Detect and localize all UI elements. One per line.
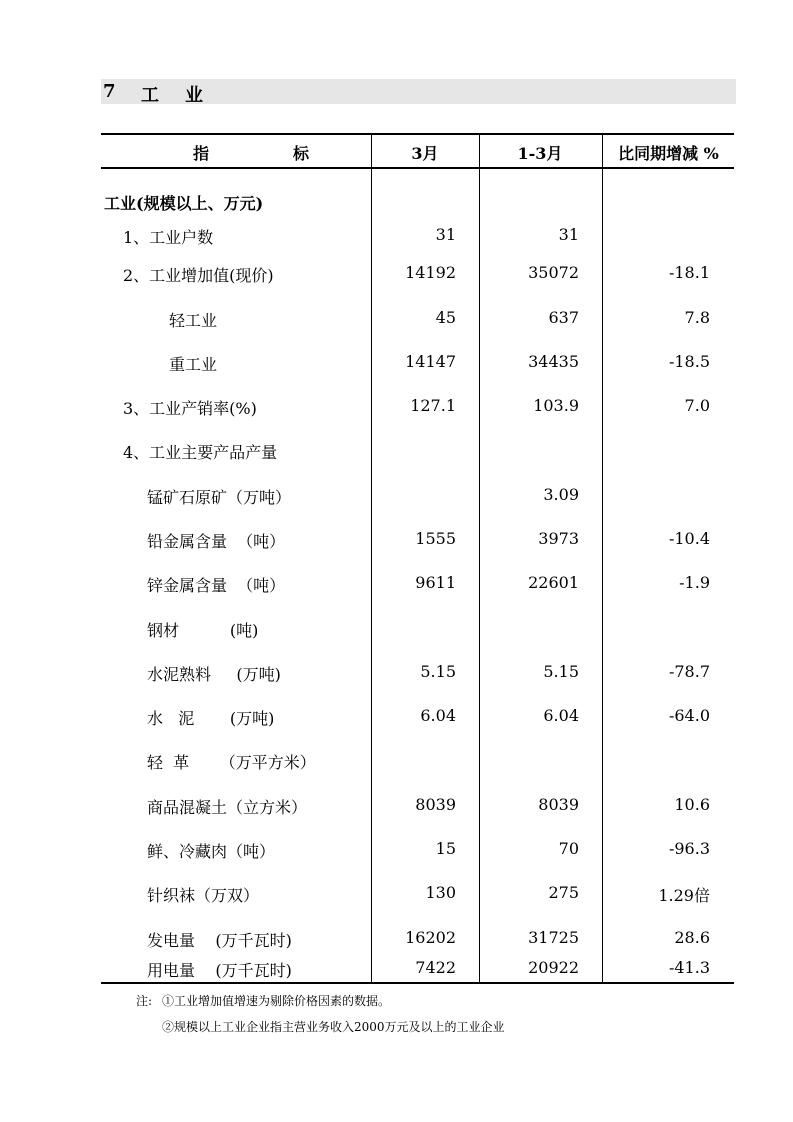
value-march: 6.04 bbox=[420, 706, 456, 725]
table-row bbox=[101, 440, 734, 464]
value-yoy: -18.1 bbox=[668, 263, 710, 282]
value-jan-mar: 31 bbox=[558, 225, 579, 244]
value-march: 16202 bbox=[405, 928, 456, 947]
table-row bbox=[101, 396, 734, 420]
value-yoy: -10.4 bbox=[668, 529, 710, 548]
value-march: 9611 bbox=[415, 573, 456, 592]
header-yoy-change: 比同期增减 % bbox=[618, 144, 719, 163]
table-row bbox=[101, 529, 734, 553]
row-label: 3、工业产销率(%) bbox=[123, 399, 257, 418]
table-row bbox=[101, 839, 734, 863]
row-label: 商品混凝土（立方米） bbox=[147, 798, 308, 817]
section-number: 7 bbox=[103, 81, 116, 102]
table-header-rule bbox=[101, 167, 734, 169]
value-jan-mar: 3.09 bbox=[543, 485, 579, 504]
value-march: 130 bbox=[425, 883, 456, 902]
value-march: 14147 bbox=[405, 352, 456, 371]
row-label: 2、工业增加值(现价) bbox=[123, 266, 274, 285]
footnote-1: ①工业增加值增速为剔除价格因素的数据。 bbox=[162, 994, 391, 1008]
footnote-2: ②规模以上工业企业指主营业务收入2000万元及以上的工业企业 bbox=[162, 1020, 505, 1034]
row-label: 水泥熟料 (万吨) bbox=[147, 665, 281, 684]
value-jan-mar: 6.04 bbox=[543, 706, 579, 725]
table-row bbox=[101, 263, 734, 287]
table-row bbox=[101, 225, 734, 249]
value-yoy: -18.5 bbox=[668, 352, 710, 371]
row-label: 轻工业 bbox=[169, 311, 218, 330]
header-indicator-right: 标 bbox=[293, 144, 310, 163]
table-bottom-rule bbox=[101, 982, 734, 984]
table-row bbox=[101, 958, 734, 982]
table-row bbox=[101, 795, 734, 819]
section-title-bar bbox=[101, 79, 736, 104]
row-label: 鲜、冷藏肉（吨） bbox=[147, 842, 276, 861]
value-march: 8039 bbox=[415, 795, 456, 814]
value-jan-mar: 275 bbox=[548, 883, 579, 902]
row-label: 1、工业户数 bbox=[123, 228, 214, 247]
table-row bbox=[101, 883, 734, 907]
value-march: 1555 bbox=[415, 529, 456, 548]
row-label: 铅金属含量 （吨） bbox=[147, 532, 286, 551]
table-top-rule bbox=[101, 133, 734, 135]
table-row bbox=[101, 618, 734, 642]
row-label: 用电量 (万千瓦时) bbox=[147, 961, 292, 980]
value-march: 14192 bbox=[405, 263, 456, 282]
value-yoy: 10.6 bbox=[674, 795, 710, 814]
row-label: 水 泥 (万吨) bbox=[147, 709, 275, 728]
value-jan-mar: 35072 bbox=[528, 263, 579, 282]
value-yoy: -1.9 bbox=[679, 573, 710, 592]
table-row bbox=[101, 352, 734, 376]
value-march: 7422 bbox=[415, 958, 456, 977]
value-yoy: -96.3 bbox=[668, 839, 710, 858]
row-label: 锰矿石原矿（万吨） bbox=[147, 488, 292, 507]
value-yoy: -78.7 bbox=[668, 662, 710, 681]
table-row bbox=[101, 573, 734, 597]
row-label: 针织袜（万双） bbox=[147, 886, 260, 905]
row-label: 锌金属含量 （吨） bbox=[147, 576, 286, 595]
value-jan-mar: 22601 bbox=[528, 573, 579, 592]
row-label: 重工业 bbox=[169, 355, 218, 374]
section-title: 工业 bbox=[141, 85, 229, 106]
value-jan-mar: 5.15 bbox=[543, 662, 579, 681]
row-label: 工业(规模以上、万元) bbox=[104, 194, 264, 213]
value-march: 15 bbox=[435, 839, 456, 858]
table-row bbox=[101, 485, 734, 509]
table-row bbox=[101, 191, 734, 215]
table-row bbox=[101, 706, 734, 730]
row-label: 轻 革 （万平方米） bbox=[147, 753, 316, 772]
footnote-prefix: 注: bbox=[136, 994, 153, 1008]
row-label: 钢材 (吨) bbox=[147, 621, 259, 640]
value-yoy: -41.3 bbox=[668, 958, 710, 977]
header-indicator-left: 指 bbox=[193, 144, 210, 163]
value-march: 5.15 bbox=[420, 662, 456, 681]
value-jan-mar: 70 bbox=[558, 839, 579, 858]
table-row bbox=[101, 750, 734, 774]
header-jan-mar: 1-3月 bbox=[517, 144, 563, 163]
header-march: 3月 bbox=[411, 144, 439, 163]
value-yoy: 1.29倍 bbox=[658, 886, 710, 905]
row-label: 4、工业主要产品产量 bbox=[123, 443, 278, 462]
value-jan-mar: 103.9 bbox=[533, 396, 579, 415]
value-jan-mar: 8039 bbox=[538, 795, 579, 814]
value-yoy: 28.6 bbox=[674, 928, 710, 947]
value-yoy: -64.0 bbox=[668, 706, 710, 725]
value-jan-mar: 637 bbox=[548, 308, 579, 327]
value-march: 31 bbox=[435, 225, 456, 244]
value-yoy: 7.8 bbox=[684, 308, 710, 327]
value-jan-mar: 34435 bbox=[528, 352, 579, 371]
value-march: 127.1 bbox=[410, 396, 456, 415]
value-jan-mar: 31725 bbox=[528, 928, 579, 947]
value-jan-mar: 20922 bbox=[528, 958, 579, 977]
value-march: 45 bbox=[435, 308, 456, 327]
row-label: 发电量 (万千瓦时) bbox=[147, 931, 292, 950]
value-jan-mar: 3973 bbox=[538, 529, 579, 548]
table-row bbox=[101, 928, 734, 952]
table-row bbox=[101, 662, 734, 686]
table-row bbox=[101, 308, 734, 332]
value-yoy: 7.0 bbox=[684, 396, 710, 415]
